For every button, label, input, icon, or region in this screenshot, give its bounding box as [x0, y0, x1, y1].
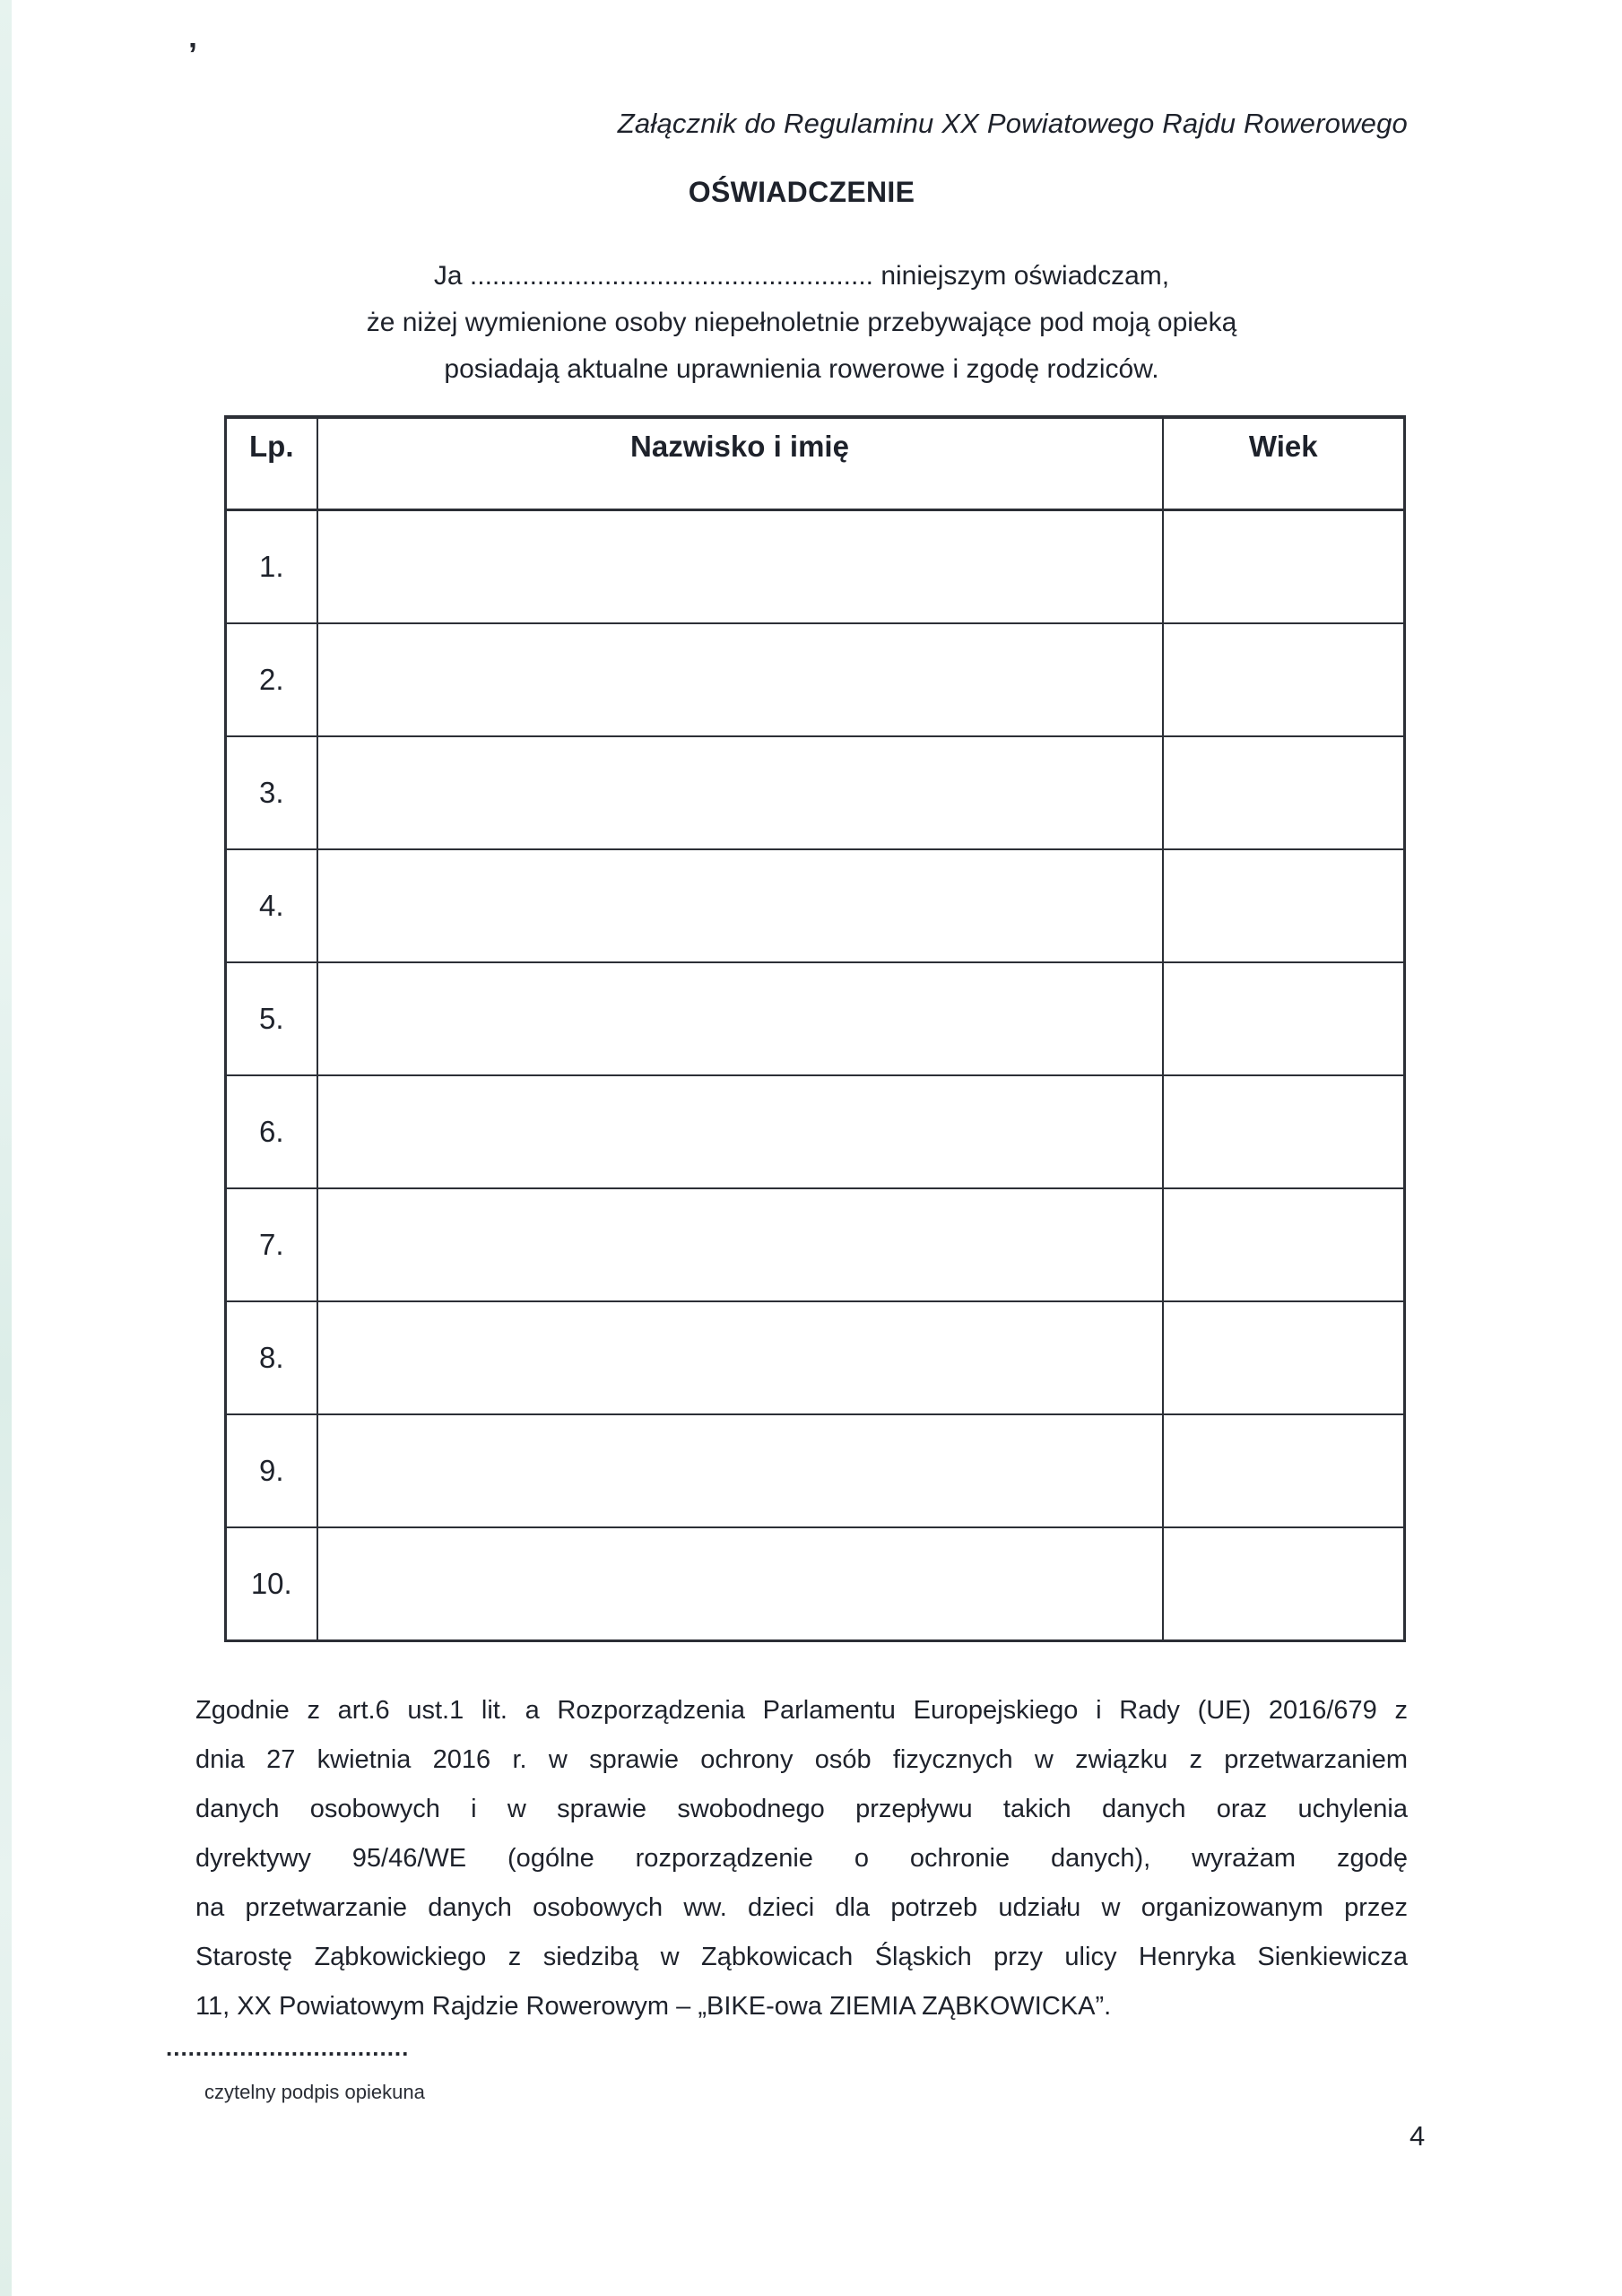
row-number: 10. [226, 1527, 317, 1641]
row-number: 1. [226, 510, 317, 624]
consent-line-4: dyrektywy 95/46/WE (ogólne rozporządzenie o ochronie danych), wyrażam zgodę [195, 1844, 1408, 1873]
table-row [226, 849, 1405, 962]
age-cell [1163, 1414, 1405, 1527]
consent-line-6: Starostę Ząbkowickiego z siedzibą w Ząbkowicach Śląskich przy ulicy Henryka Sienkiewicza [195, 1943, 1408, 1971]
signature-caption: czytelny podpis opiekuna [204, 2081, 425, 2103]
col-header-name: Nazwisko i imię [317, 417, 1163, 510]
scan-edge-artifact [0, 0, 12, 2296]
table-row [226, 1527, 1405, 1641]
table-row [226, 1301, 1405, 1414]
name-cell [317, 1414, 1163, 1527]
declaration-line-3: posiadają aktualne uprawnienia rowerowe i zgodę rodziców. [444, 354, 1159, 384]
table-row [226, 1414, 1405, 1527]
table-row [226, 1188, 1405, 1301]
table-row [226, 623, 1405, 736]
consent-line-5: na przetwarzanie danych osobowych ww. dzieci dla potrzeb udziału w organizowanym przez [195, 1893, 1408, 1922]
name-cell [317, 1188, 1163, 1301]
age-cell [1163, 510, 1405, 624]
row-number: 9. [226, 1414, 317, 1527]
table-row [226, 510, 1405, 624]
name-cell [317, 623, 1163, 736]
name-cell [317, 510, 1163, 624]
age-cell [1163, 1527, 1405, 1641]
name-cell [317, 962, 1163, 1075]
consent-line-1: Zgodnie z art.6 ust.1 lit. a Rozporządzenia Parlamentu Europejskiego i Rady (UE) 2016/679 z [195, 1696, 1408, 1725]
table-row [226, 736, 1405, 849]
row-number: 5. [226, 962, 317, 1075]
participants-table [224, 415, 1406, 1642]
age-cell [1163, 623, 1405, 736]
row-number: 2. [226, 623, 317, 736]
page-number: 4 [1409, 2120, 1426, 2152]
declaration-heading: OŚWIADCZENIE [688, 176, 915, 208]
age-cell [1163, 1301, 1405, 1414]
age-cell [1163, 736, 1405, 849]
table-row [226, 1075, 1405, 1188]
name-cell [317, 736, 1163, 849]
declaration-intro [195, 253, 1408, 393]
signature-line: ................................. [166, 2034, 410, 2061]
row-number: 8. [226, 1301, 317, 1414]
col-header-age: Wiek [1163, 417, 1405, 510]
name-cell [317, 849, 1163, 962]
consent-line-2: dnia 27 kwietnia 2016 r. w sprawie ochrony osób fizycznych w związku z przetwarzaniem [195, 1745, 1408, 1774]
age-cell [1163, 1188, 1405, 1301]
row-number: 6. [226, 1075, 317, 1188]
table-header-row [226, 417, 1405, 510]
age-cell [1163, 849, 1405, 962]
row-number: 4. [226, 849, 317, 962]
stray-comma-mark: ’ [188, 36, 198, 73]
row-number: 3. [226, 736, 317, 849]
attachment-title: Załącznik do Regulaminu XX Powiatowego Rajdu Rowerowego [617, 108, 1408, 139]
table-row [226, 962, 1405, 1075]
name-cell [317, 1527, 1163, 1641]
row-number: 7. [226, 1188, 317, 1301]
consent-line-7: 11, XX Powiatowym Rajdzie Rowerowym – „BIKE-owa ZIEMIA ZĄBKOWICKA”. [195, 1992, 1112, 2021]
age-cell [1163, 962, 1405, 1075]
consent-paragraph [195, 1686, 1408, 2031]
consent-line-3: danych osobowych i w sprawie swobodnego przepływu takich danych oraz uchylenia [195, 1795, 1408, 1823]
name-cell [317, 1075, 1163, 1188]
age-cell [1163, 1075, 1405, 1188]
declaration-line-2: że niżej wymienione osoby niepełnoletnie przebywające pod moją opieką [366, 308, 1237, 337]
col-header-lp: Lp. [226, 417, 317, 510]
declaration-line-1: Ja ...................................................... niniejszym oświadczam, [433, 261, 1170, 291]
name-cell [317, 1301, 1163, 1414]
